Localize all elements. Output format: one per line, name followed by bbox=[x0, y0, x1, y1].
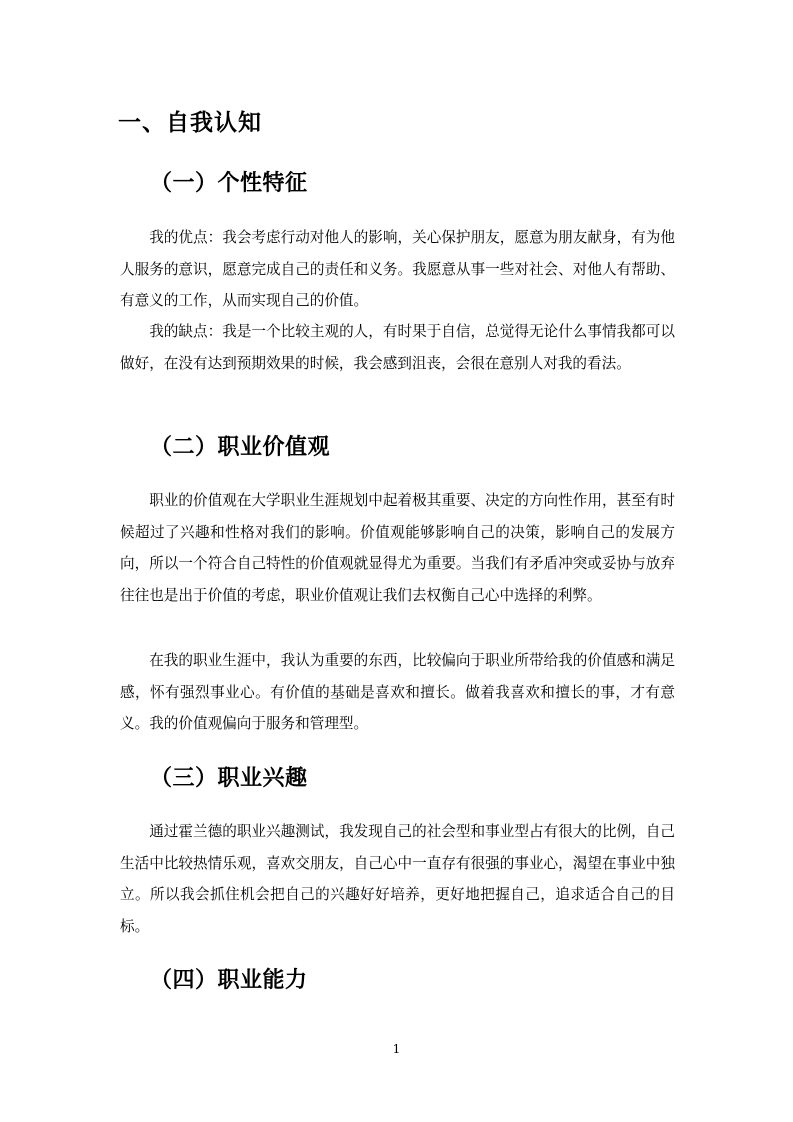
paragraph-values-2: 在我的职业生涯中，我认为重要的东西，比较偏向于职业所带给我的价值感和满足感，怀有强烈事业心。有价值的基础是喜欢和擅长。做着我喜欢和擅长的事，才有意义。我的价值观偏向于服务和管理型。 bbox=[120, 652, 675, 732]
section-heading-values: （二）职业价值观 bbox=[150, 435, 331, 460]
paragraph-values-1: 职业的价值观在大学职业生涯规划中起着极其重要、决定的方向性作用，甚至有时候超过了兴趣和性格对我们的影响。价值观能够影响自己的决策，影响自己的发展方向，所以一个符合自己特性的价值观就显得尤为重要。当我们有矛盾冲突或妥协与放弃往往也是出于价值的考虑，职业价值观让我们去权衡自己心中选择的利弊。 bbox=[120, 492, 675, 604]
section-heading-abilities: （四）职业能力 bbox=[150, 968, 308, 993]
chapter-title: 一、自我认知 bbox=[118, 110, 262, 136]
section-heading-interests: （三）职业兴趣 bbox=[150, 766, 308, 791]
section-heading-personality: （一）个性特征 bbox=[150, 171, 308, 196]
paragraph-interests: 通过霍兰德的职业兴趣测试，我发现自己的社会型和事业型占有很大的比例，自己生活中比较热情乐观，喜欢交朋友，自己心中一直存有很强的事业心，渴望在事业中独立。所以我会抓住机会把自己的兴趣好好培养，更好地把握自己，追求适合自己的目标。 bbox=[120, 823, 675, 935]
paragraph-strengths: 我的优点：我会考虑行动对他人的影响，关心保护朋友，愿意为朋友献身，有为他人服务的意识，愿意完成自己的责任和义务。我愿意从事一些对社会、对他人有帮助、有意义的工作，从而实现自己的价值。 bbox=[120, 229, 675, 309]
page-number: 1 bbox=[392, 1042, 401, 1056]
paragraph-weaknesses: 我的缺点：我是一个比较主观的人，有时果于自信，总觉得无论什么事情我都可以做好，在没有达到预期效果的时候，我会感到沮丧，会很在意别人对我的看法。 bbox=[120, 323, 675, 372]
